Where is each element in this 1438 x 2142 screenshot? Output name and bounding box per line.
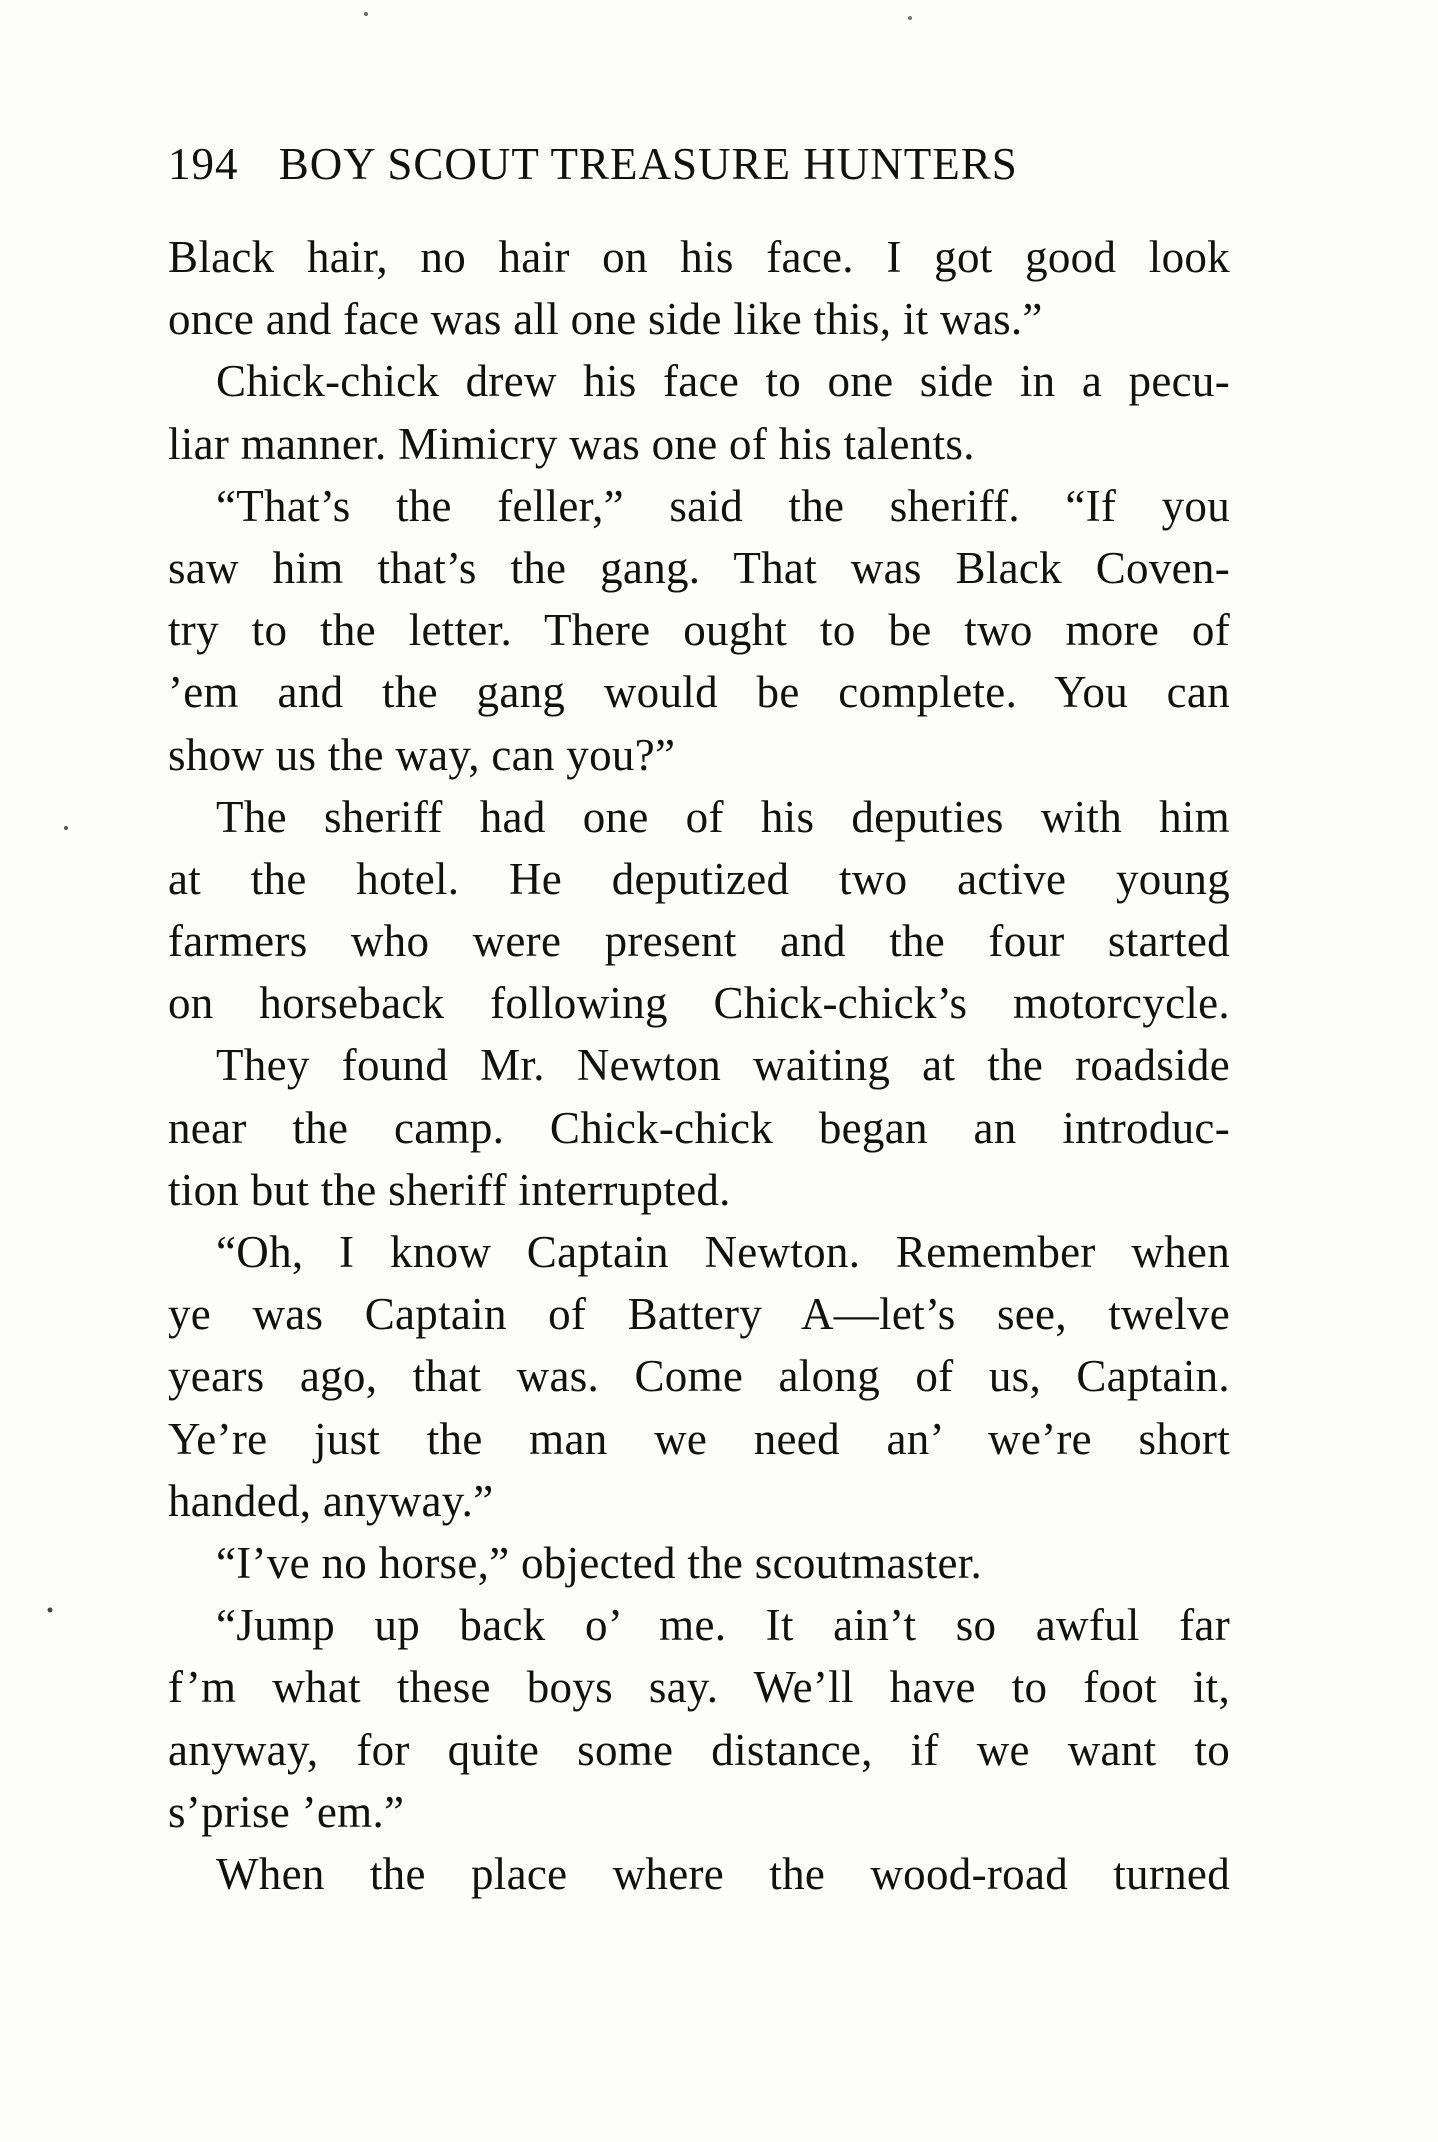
paragraph [168, 1594, 1230, 1843]
text-line: years ago, that was. Come along of us, Captain. [168, 1351, 1230, 1402]
running-title: BOY SCOUT TREASURE HUNTERS [278, 139, 1018, 189]
page-header [168, 138, 1230, 198]
text-line: on horseback following Chick-chick’s motorcycle. [168, 978, 1230, 1029]
text-line: When the place where the wood-road turned [216, 1848, 1230, 1899]
text-line: ye was Captain of Battery A—let’s see, twelve [168, 1289, 1230, 1340]
text-line: handed, anyway.” [168, 1475, 494, 1526]
text-line: “Oh, I know Captain Newton. Remember when [216, 1227, 1230, 1277]
text-line: liar manner. Mimicry was one of his talents. [168, 418, 975, 469]
text-line: Chick-chick drew his face to one side in a pecu- [216, 356, 1230, 407]
text-line: f’m what these boys say. We’ll have to foot it, [168, 1662, 1230, 1713]
text-line: The sheriff had one of his deputies with him [216, 791, 1230, 842]
text-line: at the hotel. He deputized two active young [168, 853, 1230, 904]
text-line: show us the way, can you?” [168, 729, 676, 780]
text-line: “That’s the feller,” said the sheriff. “If you [216, 480, 1230, 531]
text-line: They found Mr. Newton waiting at the roadside [216, 1040, 1230, 1091]
text-line: “Jump up back o’ me. It ain’t so awful far [216, 1600, 1230, 1651]
text-line: anyway, for quite some distance, if we want to [168, 1724, 1230, 1775]
paragraph [168, 1532, 1230, 1594]
paragraph [168, 475, 1230, 786]
text-line: ’em and the gang would be complete. You can [168, 667, 1230, 718]
text-line: s’prise ’em.” [168, 1786, 405, 1837]
speck-mark [64, 826, 68, 830]
page-number: 194 [168, 139, 239, 189]
text-line: “I’ve no horse,” objected the scoutmaster. [216, 1537, 983, 1588]
paragraph [168, 1843, 1230, 1905]
page-body [168, 226, 1230, 1905]
text-line: Black hair, no hair on his face. I got good look [168, 232, 1230, 282]
speck-mark [364, 12, 368, 16]
text-line: once and face was all one side like this, it was.” [168, 294, 1043, 345]
speck-mark [48, 1608, 53, 1613]
paragraph [168, 350, 1230, 474]
text-line: farmers who were present and the four started [168, 916, 1230, 967]
paragraph [168, 226, 1230, 350]
text-line: try to the letter. There ought to be two more of [168, 605, 1230, 656]
text-line: near the camp. Chick-chick began an introduc- [168, 1102, 1230, 1153]
text-line: Ye’re just the man we need an’ we’re short [168, 1413, 1230, 1464]
text-line: saw him that’s the gang. That was Black Coven- [168, 542, 1230, 593]
speck-mark [908, 16, 912, 20]
text-line: tion but the sheriff interrupted. [168, 1164, 731, 1215]
paragraph [168, 1221, 1230, 1532]
paragraph [168, 786, 1230, 1035]
paragraph [168, 1034, 1230, 1221]
